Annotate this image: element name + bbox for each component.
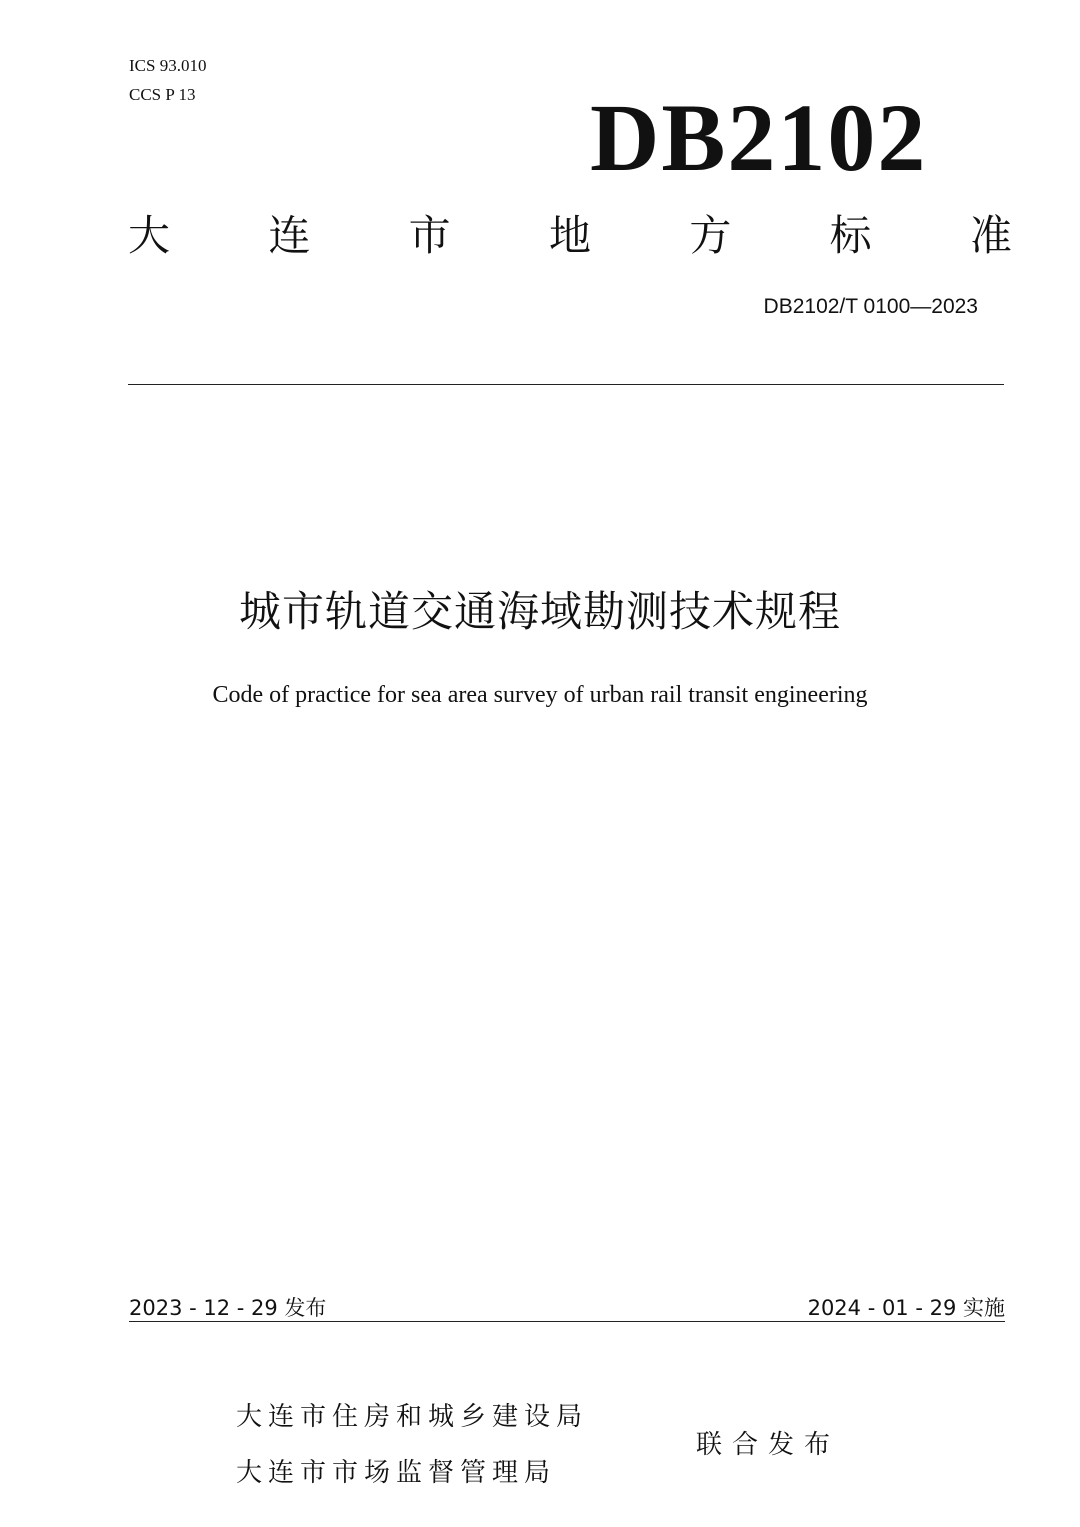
standard-code-heading: DB2102: [590, 84, 928, 191]
ics-code: ICS 93.010: [129, 56, 207, 75]
title-chinese: 城市轨道交通海域勘测技术规程: [238, 587, 841, 636]
implementation-date: 2024 - 01 - 29 实施: [807, 1296, 1005, 1320]
standard-type-char: 地: [548, 211, 591, 260]
ccs-code: CCS P 13: [129, 85, 196, 104]
release-date: 2023 - 12 - 29 发布: [129, 1296, 327, 1320]
standard-type-char: 市: [408, 211, 451, 260]
joint-issue-label: 联合发布: [696, 1430, 841, 1460]
issuer-housing-bureau: 大连市住房和城乡建设局: [236, 1402, 589, 1432]
standard-type-char: 准: [969, 211, 1012, 260]
standard-type-char: 标: [829, 211, 872, 260]
top-divider: [128, 384, 1004, 385]
date-row: [129, 1294, 1005, 1322]
issuer-market-bureau: 大连市市场监督管理局: [236, 1458, 557, 1488]
standard-type-char: 方: [689, 211, 732, 260]
bottom-divider: [129, 1321, 1005, 1322]
standard-type-heading: [128, 208, 1012, 264]
standard-type-char: 连: [268, 211, 311, 260]
standard-type-char: 大: [128, 211, 171, 260]
title-english: Code of practice for sea area survey of urban rail transit engineering: [212, 682, 868, 708]
standard-number: DB2102/T 0100—2023: [763, 295, 978, 318]
